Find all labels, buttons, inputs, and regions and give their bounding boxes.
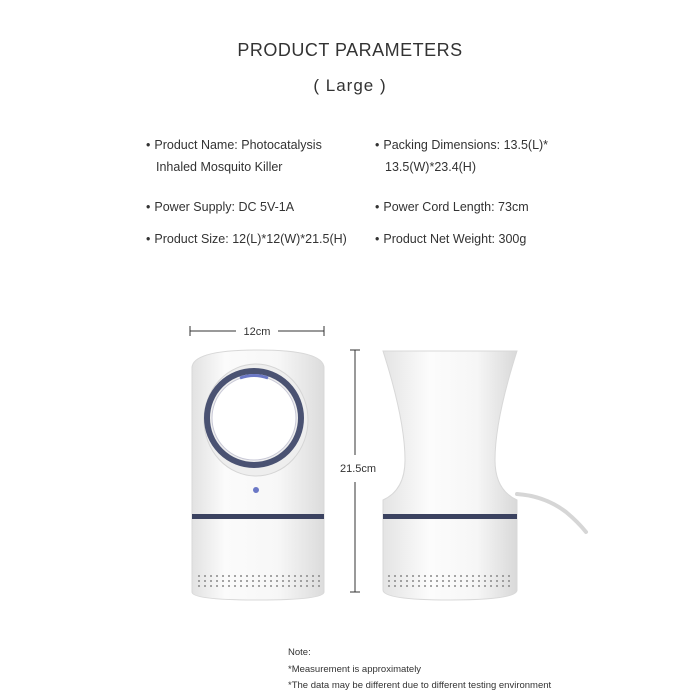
device-side-view: [383, 351, 586, 600]
power-indicator-icon: [253, 487, 259, 493]
width-dimension: [190, 326, 324, 338]
param-packing-dimensions: • Packing Dimensions: 13.5(L)* 13.5(W)*23.4(H): [375, 138, 549, 174]
bullet-icon: •: [146, 138, 151, 152]
page-subtitle: ( Large ): [313, 76, 387, 95]
device-front-view: [192, 350, 324, 600]
note-line-1: *Measurement is approximately: [288, 664, 422, 675]
height-label: 21.5cm: [339, 463, 377, 475]
param-power-cord-length: • Power Cord Length: 73cm: [375, 200, 529, 214]
bullet-icon: •: [375, 200, 380, 214]
bullet-icon: •: [146, 200, 151, 214]
bullet-icon: •: [375, 138, 380, 152]
bullet-icon: •: [375, 232, 380, 246]
page-title: PRODUCT PARAMETERS: [237, 40, 463, 60]
accent-band: [192, 514, 324, 519]
param-power-supply: • Power Supply: DC 5V-1A: [146, 200, 295, 214]
accent-band-side: [383, 514, 517, 519]
param-product-name: • Product Name: Photocatalysis Inhaled Mosquito Killer: [146, 138, 322, 174]
param-product-size: • Product Size: 12(L)*12(W)*21.5(H): [146, 232, 347, 246]
bullet-icon: •: [146, 232, 151, 246]
height-dimension: [340, 350, 376, 592]
power-cord: [517, 494, 586, 532]
width-label: 12cm: [243, 326, 271, 338]
param-net-weight: • Product Net Weight: 300g: [375, 232, 527, 246]
note-heading: Note:: [288, 647, 311, 658]
note-line-2: *The data may be different due to different testing environment: [288, 680, 552, 691]
